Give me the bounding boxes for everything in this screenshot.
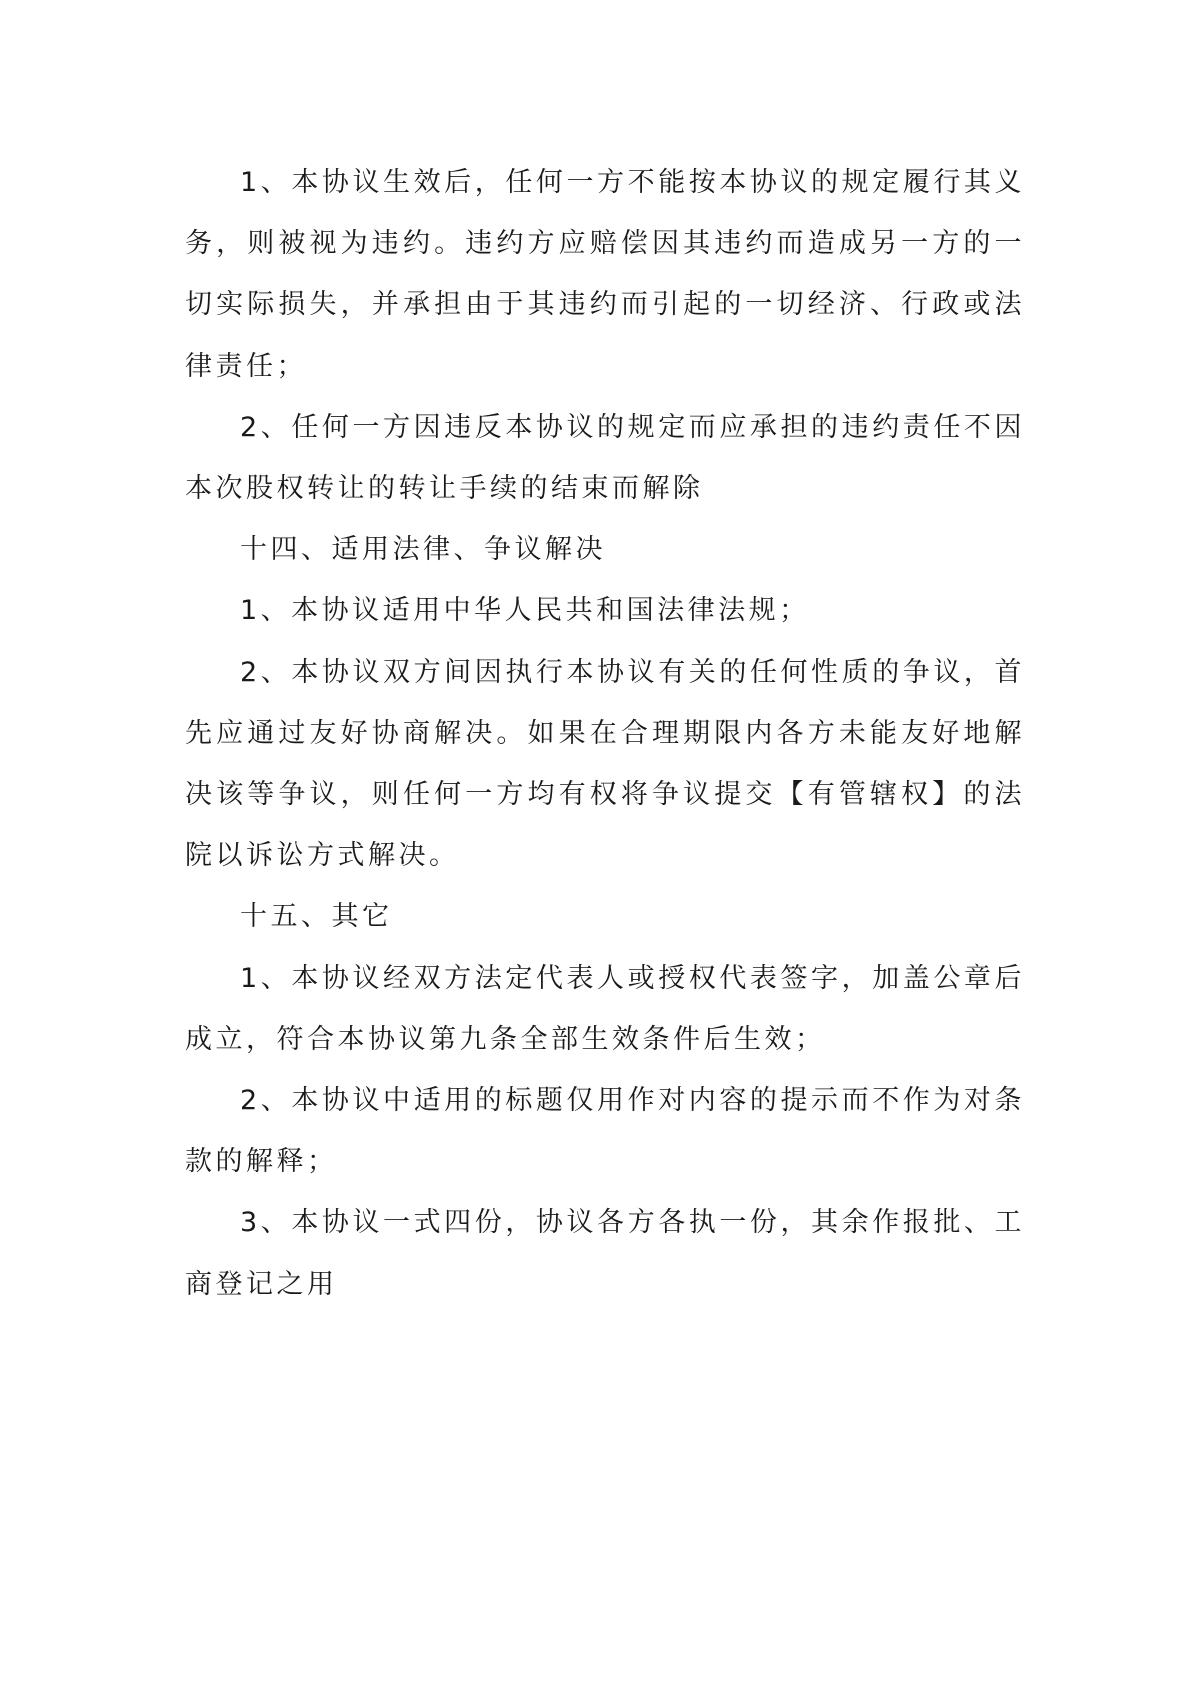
clause-other-2: 2、本协议中适用的标题仅用作对内容的提示而不作为对条款的解释；	[185, 1085, 1025, 1178]
section-heading-14: 十四、适用法律、争议解决	[240, 534, 606, 566]
clause-breach-2: 2、任何一方因违反本协议的规定而应承担的违约责任不因本次股权转让的转让手续的结束而解除	[185, 411, 1025, 505]
clause-other-3: 3、本协议一式四份，协议各方各执一份，其余作报批、工商登记之用	[185, 1207, 1025, 1300]
clause-breach-1: 1、本协议生效后，任何一方不能按本协议的规定履行其义务，则被视为违约。违约方应赔偿因其违约而造成另一方的一切实际损失，并承担由于其违约而引起的一切经济、行政或法律责任；	[185, 167, 1025, 382]
clause-dispute-2: 2、本协议双方间因执行本协议有关的任何性质的争议，首先应通过友好协商解决。如果在合理期限内各方未能友好地解决该等争议，则任何一方均有权将争议提交【有管辖权】的法院以诉讼方式解决。	[185, 656, 1025, 872]
clause-law-1: 1、本协议适用中华人民共和国法律法规；	[240, 595, 810, 627]
document-body	[185, 152, 1025, 1315]
clause-other-1: 1、本协议经双方法定代表人或授权代表签字，加盖公章后成立，符合本协议第九条全部生效条件后生效；	[185, 962, 1025, 1055]
section-heading-15: 十五、其它	[240, 901, 393, 933]
